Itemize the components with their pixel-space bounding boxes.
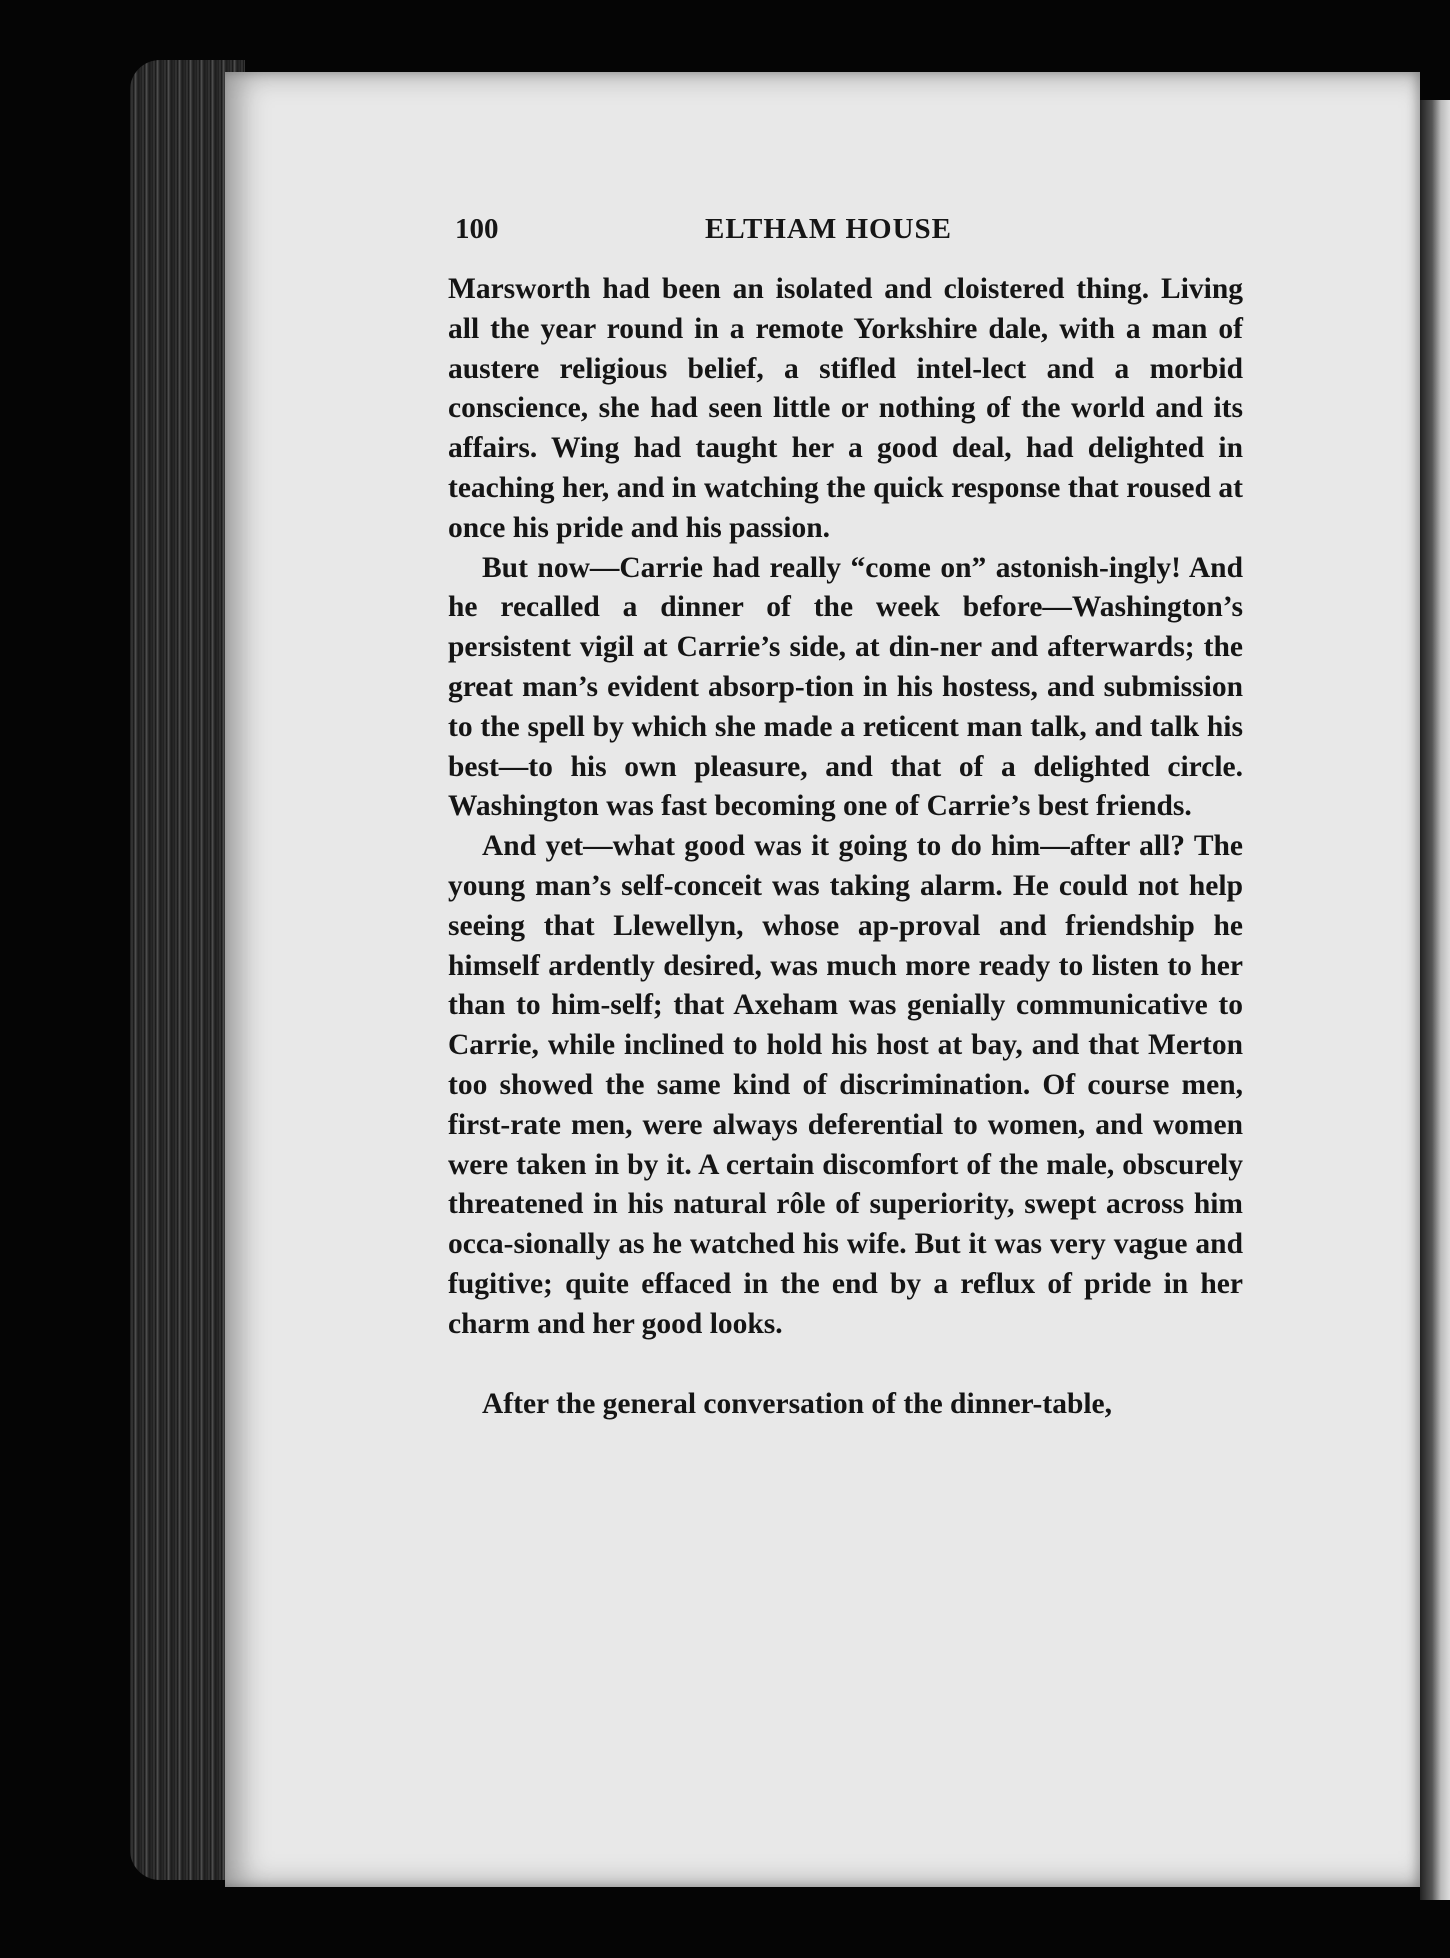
paragraph: And yet—what good was it going to do him—after all? The young man’s self-conceit was taking alarm. He could not help seeing that Llewellyn, whose ap-proval and friendship he himself ardently desired, was much more ready to listen to her than to him-self; that Axeham was genially communicative to Carrie, while inclined to hold his host at bay, and that Merton too showed the same kind of discrimination. Of course men, first-rate men, were always deferential to women, and women were taken in by it. A certain discomfort of the male, obscurely threatened in his natural rôle of superiority, swept across him occa-sionally as he watched his wife. But it was very vague and fugitive; quite effaced in the end by a reflux of pride in her charm and her good looks. [448,830,1243,1340]
paragraph: Marsworth had been an isolated and cloistered thing. Living all the year round in a remote Yorkshire dale, with a man of austere religious belief, a stifled intel-lect and a morbid conscience, she had seen little or nothing of the world and its affairs. Wing had taught her a good deal, had delighted in teaching her, and in watching the quick response that roused at once his pride and his passion. [448,273,1243,544]
paragraph: After the general conversation of the dinner-table, [482,1387,1113,1420]
page-header [455,213,1235,253]
paragraph: But now—Carrie had really “come on” astonish-ingly! And he recalled a dinner of the week before—Washington’s persistent vigil at Carrie’s side, at din-ner and afterwards; the great man’s evident absorp-tion in his hostess, and submission to the spell by which she made a reticent man talk, and talk his best—to his own pleasure, and that of a delighted circle. Washington was fast becoming one of Carrie’s best friends. [448,551,1243,823]
facing-page-edge [1420,100,1450,1900]
running-title: ELTHAM HOUSE [705,213,953,245]
body-text [448,270,1243,1424]
page-number: 100 [455,213,499,245]
